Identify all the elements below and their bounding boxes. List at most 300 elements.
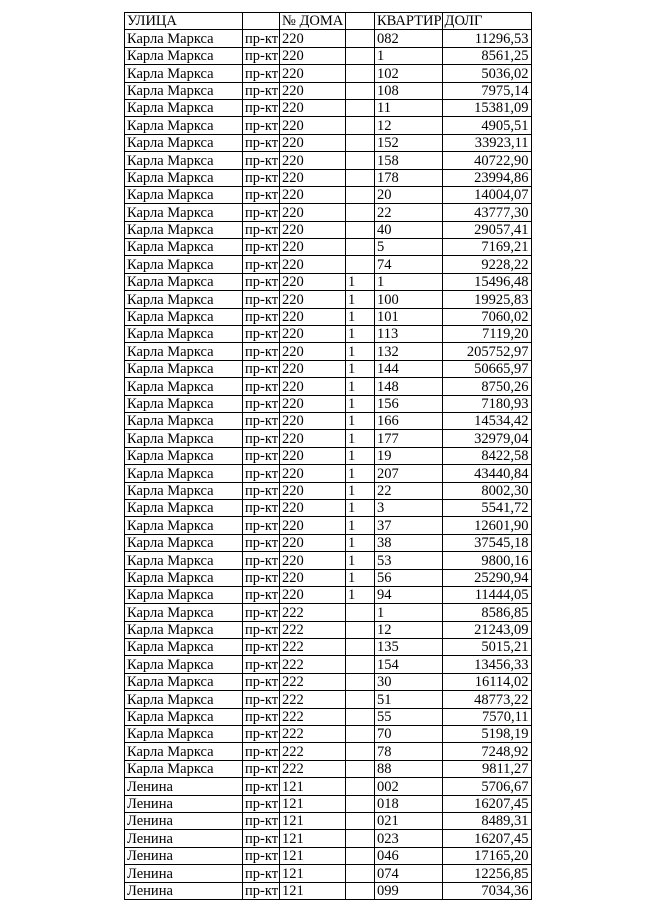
table-row	[125, 673, 532, 690]
cell-house-number: 220	[280, 569, 346, 586]
cell-flat: 099	[375, 882, 443, 899]
cell-korpus: 1	[346, 586, 375, 603]
cell-flat: 177	[375, 430, 443, 447]
cell-street: Ленина	[125, 812, 243, 829]
table-row	[125, 517, 532, 534]
cell-debt: 12256,85	[442, 865, 531, 882]
cell-house-number: 121	[280, 812, 346, 829]
cell-street: Карла Маркса	[125, 708, 243, 725]
cell-korpus	[346, 882, 375, 899]
cell-flat: 158	[375, 152, 443, 169]
cell-street-type: пр-кт	[243, 847, 280, 864]
cell-street: Карла Маркса	[125, 326, 243, 343]
cell-debt: 40722,90	[442, 152, 531, 169]
cell-flat: 78	[375, 743, 443, 760]
table-row	[125, 239, 532, 256]
cell-korpus	[346, 778, 375, 795]
table-row	[125, 726, 532, 743]
cell-house-number: 222	[280, 621, 346, 638]
table-row	[125, 482, 532, 499]
table-row	[125, 395, 532, 412]
cell-debt: 205752,97	[442, 343, 531, 360]
cell-debt: 9800,16	[442, 552, 531, 569]
cell-debt: 17165,20	[442, 847, 531, 864]
cell-flat: 1	[375, 47, 443, 64]
cell-house-number: 220	[280, 360, 346, 377]
cell-house-number: 220	[280, 30, 346, 47]
cell-korpus	[346, 656, 375, 673]
cell-street-type: пр-кт	[243, 673, 280, 690]
cell-street-type: пр-кт	[243, 534, 280, 551]
cell-street-type: пр-кт	[243, 743, 280, 760]
cell-street: Ленина	[125, 830, 243, 847]
cell-korpus	[346, 256, 375, 273]
cell-street-type: пр-кт	[243, 360, 280, 377]
cell-street: Карла Маркса	[125, 273, 243, 290]
cell-flat: 22	[375, 482, 443, 499]
cell-korpus	[346, 708, 375, 725]
cell-flat: 53	[375, 552, 443, 569]
cell-korpus	[346, 621, 375, 638]
cell-street: Карла Маркса	[125, 186, 243, 203]
cell-street: Карла Маркса	[125, 360, 243, 377]
cell-korpus: 1	[346, 308, 375, 325]
cell-korpus: 1	[346, 430, 375, 447]
cell-street: Карла Маркса	[125, 430, 243, 447]
cell-street-type: пр-кт	[243, 882, 280, 899]
cell-street-type: пр-кт	[243, 343, 280, 360]
cell-street: Карла Маркса	[125, 47, 243, 64]
table-row	[125, 552, 532, 569]
cell-house-number: 220	[280, 482, 346, 499]
cell-street: Карла Маркса	[125, 308, 243, 325]
cell-debt: 15381,09	[442, 99, 531, 116]
cell-street: Ленина	[125, 882, 243, 899]
table-header-row	[125, 13, 532, 30]
cell-debt: 8586,85	[442, 604, 531, 621]
cell-debt: 8561,25	[442, 47, 531, 64]
cell-house-number: 220	[280, 204, 346, 221]
cell-korpus	[346, 673, 375, 690]
cell-korpus: 1	[346, 482, 375, 499]
cell-street: Ленина	[125, 865, 243, 882]
cell-street-type: пр-кт	[243, 186, 280, 203]
table-row	[125, 569, 532, 586]
cell-street-type: пр-кт	[243, 639, 280, 656]
cell-debt: 8750,26	[442, 378, 531, 395]
table-row	[125, 99, 532, 116]
cell-flat: 94	[375, 586, 443, 603]
cell-flat: 154	[375, 656, 443, 673]
cell-street: Карла Маркса	[125, 534, 243, 551]
cell-flat: 88	[375, 760, 443, 777]
cell-house-number: 121	[280, 865, 346, 882]
cell-debt: 5541,72	[442, 499, 531, 516]
cell-house-number: 121	[280, 795, 346, 812]
cell-korpus: 1	[346, 447, 375, 464]
cell-house-number: 220	[280, 517, 346, 534]
cell-korpus	[346, 760, 375, 777]
cell-korpus: 1	[346, 395, 375, 412]
cell-debt: 11444,05	[442, 586, 531, 603]
cell-street: Карла Маркса	[125, 760, 243, 777]
cell-debt: 14534,42	[442, 412, 531, 429]
cell-house-number: 220	[280, 273, 346, 290]
cell-street-type: пр-кт	[243, 169, 280, 186]
cell-flat: 207	[375, 465, 443, 482]
cell-house-number: 220	[280, 186, 346, 203]
cell-flat: 113	[375, 326, 443, 343]
cell-street: Карла Маркса	[125, 378, 243, 395]
cell-korpus	[346, 134, 375, 151]
cell-street-type: пр-кт	[243, 30, 280, 47]
cell-flat: 152	[375, 134, 443, 151]
cell-debt: 7570,11	[442, 708, 531, 725]
cell-street-type: пр-кт	[243, 47, 280, 64]
cell-street-type: пр-кт	[243, 865, 280, 882]
cell-street-type: пр-кт	[243, 569, 280, 586]
cell-debt: 5036,02	[442, 65, 531, 82]
cell-house-number: 220	[280, 499, 346, 516]
cell-street-type: пр-кт	[243, 726, 280, 743]
cell-debt: 7034,36	[442, 882, 531, 899]
cell-flat: 1	[375, 604, 443, 621]
cell-street-type: пр-кт	[243, 517, 280, 534]
cell-house-number: 222	[280, 708, 346, 725]
cell-street: Карла Маркса	[125, 204, 243, 221]
cell-korpus	[346, 99, 375, 116]
cell-house-number: 220	[280, 152, 346, 169]
table-row	[125, 30, 532, 47]
cell-debt: 43440,84	[442, 465, 531, 482]
cell-house-number: 222	[280, 760, 346, 777]
cell-korpus	[346, 830, 375, 847]
cell-debt: 15496,48	[442, 273, 531, 290]
cell-street: Карла Маркса	[125, 412, 243, 429]
cell-debt: 16207,45	[442, 830, 531, 847]
table-row	[125, 273, 532, 290]
cell-house-number: 222	[280, 656, 346, 673]
cell-flat: 021	[375, 812, 443, 829]
cell-street: Карла Маркса	[125, 395, 243, 412]
cell-korpus: 1	[346, 326, 375, 343]
cell-debt: 8422,58	[442, 447, 531, 464]
cell-house-number: 222	[280, 743, 346, 760]
cell-flat: 132	[375, 343, 443, 360]
header-debt: ДОЛГ	[442, 13, 531, 30]
table-row	[125, 134, 532, 151]
cell-korpus: 1	[346, 291, 375, 308]
cell-flat: 51	[375, 691, 443, 708]
cell-flat: 22	[375, 204, 443, 221]
table-row	[125, 708, 532, 725]
cell-debt: 32979,04	[442, 430, 531, 447]
cell-house-number: 220	[280, 343, 346, 360]
cell-korpus	[346, 47, 375, 64]
cell-debt: 16114,02	[442, 673, 531, 690]
table-row	[125, 256, 532, 273]
cell-korpus	[346, 847, 375, 864]
table-row	[125, 778, 532, 795]
table-row	[125, 291, 532, 308]
table-row	[125, 465, 532, 482]
cell-korpus	[346, 865, 375, 882]
cell-korpus	[346, 239, 375, 256]
cell-debt: 9811,27	[442, 760, 531, 777]
cell-debt: 8489,31	[442, 812, 531, 829]
cell-street: Карла Маркса	[125, 30, 243, 47]
cell-street: Карла Маркса	[125, 604, 243, 621]
table-body	[125, 30, 532, 900]
cell-street-type: пр-кт	[243, 465, 280, 482]
cell-street: Ленина	[125, 847, 243, 864]
cell-street-type: пр-кт	[243, 760, 280, 777]
cell-street: Карла Маркса	[125, 552, 243, 569]
cell-street: Карла Маркса	[125, 343, 243, 360]
cell-debt: 12601,90	[442, 517, 531, 534]
cell-korpus	[346, 812, 375, 829]
cell-house-number: 220	[280, 47, 346, 64]
cell-flat: 12	[375, 621, 443, 638]
table-row	[125, 621, 532, 638]
cell-house-number: 220	[280, 430, 346, 447]
table-row	[125, 204, 532, 221]
cell-debt: 5198,19	[442, 726, 531, 743]
table-row	[125, 82, 532, 99]
cell-korpus: 1	[346, 534, 375, 551]
cell-korpus: 1	[346, 569, 375, 586]
cell-street-type: пр-кт	[243, 621, 280, 638]
cell-korpus	[346, 221, 375, 238]
table-row	[125, 412, 532, 429]
table-row	[125, 65, 532, 82]
cell-street-type: пр-кт	[243, 239, 280, 256]
cell-debt: 7060,02	[442, 308, 531, 325]
cell-korpus	[346, 117, 375, 134]
cell-house-number: 220	[280, 412, 346, 429]
cell-flat: 074	[375, 865, 443, 882]
table-row	[125, 586, 532, 603]
cell-street-type: пр-кт	[243, 256, 280, 273]
header-korpus	[346, 13, 375, 30]
table-row	[125, 795, 532, 812]
cell-house-number: 222	[280, 691, 346, 708]
table-row	[125, 308, 532, 325]
cell-flat: 11	[375, 99, 443, 116]
cell-debt: 7180,93	[442, 395, 531, 412]
cell-street-type: пр-кт	[243, 134, 280, 151]
cell-street-type: пр-кт	[243, 291, 280, 308]
cell-street-type: пр-кт	[243, 812, 280, 829]
cell-street-type: пр-кт	[243, 99, 280, 116]
cell-debt: 5015,21	[442, 639, 531, 656]
cell-house-number: 220	[280, 256, 346, 273]
cell-flat: 19	[375, 447, 443, 464]
table-row	[125, 743, 532, 760]
cell-house-number: 220	[280, 395, 346, 412]
cell-debt: 29057,41	[442, 221, 531, 238]
cell-debt: 9228,22	[442, 256, 531, 273]
header-flat: КВАРТИР	[375, 13, 443, 30]
cell-street: Карла Маркса	[125, 656, 243, 673]
cell-korpus	[346, 691, 375, 708]
cell-street: Карла Маркса	[125, 726, 243, 743]
cell-korpus: 1	[346, 412, 375, 429]
cell-debt: 33923,11	[442, 134, 531, 151]
cell-street: Карла Маркса	[125, 82, 243, 99]
table-row	[125, 830, 532, 847]
table-row	[125, 186, 532, 203]
cell-house-number: 222	[280, 639, 346, 656]
cell-korpus: 1	[346, 552, 375, 569]
cell-flat: 20	[375, 186, 443, 203]
cell-flat: 5	[375, 239, 443, 256]
cell-street-type: пр-кт	[243, 221, 280, 238]
cell-house-number: 220	[280, 378, 346, 395]
cell-house-number: 220	[280, 221, 346, 238]
cell-debt: 37545,18	[442, 534, 531, 551]
header-street: УЛИЦА	[125, 13, 243, 30]
table-row	[125, 656, 532, 673]
cell-flat: 018	[375, 795, 443, 812]
cell-street: Карла Маркса	[125, 743, 243, 760]
cell-debt: 8002,30	[442, 482, 531, 499]
cell-debt: 50665,97	[442, 360, 531, 377]
cell-flat: 108	[375, 82, 443, 99]
header-house-number: № ДОМА	[280, 13, 346, 30]
cell-korpus: 1	[346, 499, 375, 516]
cell-house-number: 220	[280, 534, 346, 551]
cell-street: Карла Маркса	[125, 152, 243, 169]
cell-street: Карла Маркса	[125, 499, 243, 516]
cell-house-number: 222	[280, 726, 346, 743]
cell-house-number: 220	[280, 169, 346, 186]
cell-flat: 38	[375, 534, 443, 551]
cell-street-type: пр-кт	[243, 204, 280, 221]
cell-flat: 100	[375, 291, 443, 308]
cell-korpus	[346, 204, 375, 221]
cell-flat: 12	[375, 117, 443, 134]
cell-street: Карла Маркса	[125, 691, 243, 708]
cell-street: Ленина	[125, 778, 243, 795]
table-row	[125, 360, 532, 377]
cell-debt: 16207,45	[442, 795, 531, 812]
cell-korpus: 1	[346, 343, 375, 360]
cell-debt: 13456,33	[442, 656, 531, 673]
table-row	[125, 447, 532, 464]
cell-flat: 37	[375, 517, 443, 534]
cell-house-number: 220	[280, 326, 346, 343]
cell-house-number: 121	[280, 778, 346, 795]
cell-house-number: 220	[280, 82, 346, 99]
cell-street-type: пр-кт	[243, 152, 280, 169]
cell-debt: 7248,92	[442, 743, 531, 760]
table-row	[125, 534, 532, 551]
cell-debt: 7975,14	[442, 82, 531, 99]
cell-street: Карла Маркса	[125, 569, 243, 586]
cell-flat: 135	[375, 639, 443, 656]
cell-house-number: 121	[280, 882, 346, 899]
cell-street: Карла Маркса	[125, 117, 243, 134]
cell-korpus	[346, 726, 375, 743]
table-row	[125, 378, 532, 395]
cell-debt: 4905,51	[442, 117, 531, 134]
cell-flat: 178	[375, 169, 443, 186]
cell-flat: 101	[375, 308, 443, 325]
cell-house-number: 220	[280, 134, 346, 151]
cell-flat: 046	[375, 847, 443, 864]
cell-flat: 56	[375, 569, 443, 586]
cell-korpus: 1	[346, 273, 375, 290]
cell-house-number: 220	[280, 239, 346, 256]
cell-debt: 23994,86	[442, 169, 531, 186]
cell-street-type: пр-кт	[243, 656, 280, 673]
cell-debt: 25290,94	[442, 569, 531, 586]
cell-flat: 156	[375, 395, 443, 412]
cell-house-number: 220	[280, 99, 346, 116]
cell-street-type: пр-кт	[243, 691, 280, 708]
cell-debt: 11296,53	[442, 30, 531, 47]
cell-house-number: 220	[280, 308, 346, 325]
cell-street-type: пр-кт	[243, 273, 280, 290]
table-row	[125, 117, 532, 134]
cell-korpus: 1	[346, 465, 375, 482]
cell-flat: 002	[375, 778, 443, 795]
cell-korpus	[346, 152, 375, 169]
cell-street-type: пр-кт	[243, 795, 280, 812]
table-row	[125, 47, 532, 64]
cell-street-type: пр-кт	[243, 708, 280, 725]
cell-debt: 43777,30	[442, 204, 531, 221]
debt-table	[124, 12, 532, 900]
cell-street-type: пр-кт	[243, 430, 280, 447]
cell-debt: 48773,22	[442, 691, 531, 708]
cell-flat: 70	[375, 726, 443, 743]
cell-flat: 082	[375, 30, 443, 47]
table-row	[125, 430, 532, 447]
cell-korpus	[346, 604, 375, 621]
cell-korpus: 1	[346, 378, 375, 395]
cell-house-number: 222	[280, 604, 346, 621]
table-row	[125, 499, 532, 516]
header-type	[243, 13, 280, 30]
cell-street: Карла Маркса	[125, 239, 243, 256]
cell-street-type: пр-кт	[243, 65, 280, 82]
cell-korpus	[346, 169, 375, 186]
cell-debt: 14004,07	[442, 186, 531, 203]
cell-korpus	[346, 639, 375, 656]
cell-street: Карла Маркса	[125, 517, 243, 534]
cell-korpus	[346, 65, 375, 82]
cell-korpus: 1	[346, 517, 375, 534]
cell-flat: 102	[375, 65, 443, 82]
cell-house-number: 220	[280, 552, 346, 569]
cell-debt: 7169,21	[442, 239, 531, 256]
table-row	[125, 691, 532, 708]
cell-street: Ленина	[125, 795, 243, 812]
cell-street: Карла Маркса	[125, 65, 243, 82]
table-row	[125, 221, 532, 238]
table-row	[125, 639, 532, 656]
cell-house-number: 220	[280, 447, 346, 464]
cell-house-number: 220	[280, 586, 346, 603]
cell-flat: 40	[375, 221, 443, 238]
table-row	[125, 760, 532, 777]
cell-flat: 148	[375, 378, 443, 395]
cell-flat: 023	[375, 830, 443, 847]
cell-street-type: пр-кт	[243, 447, 280, 464]
table-row	[125, 847, 532, 864]
